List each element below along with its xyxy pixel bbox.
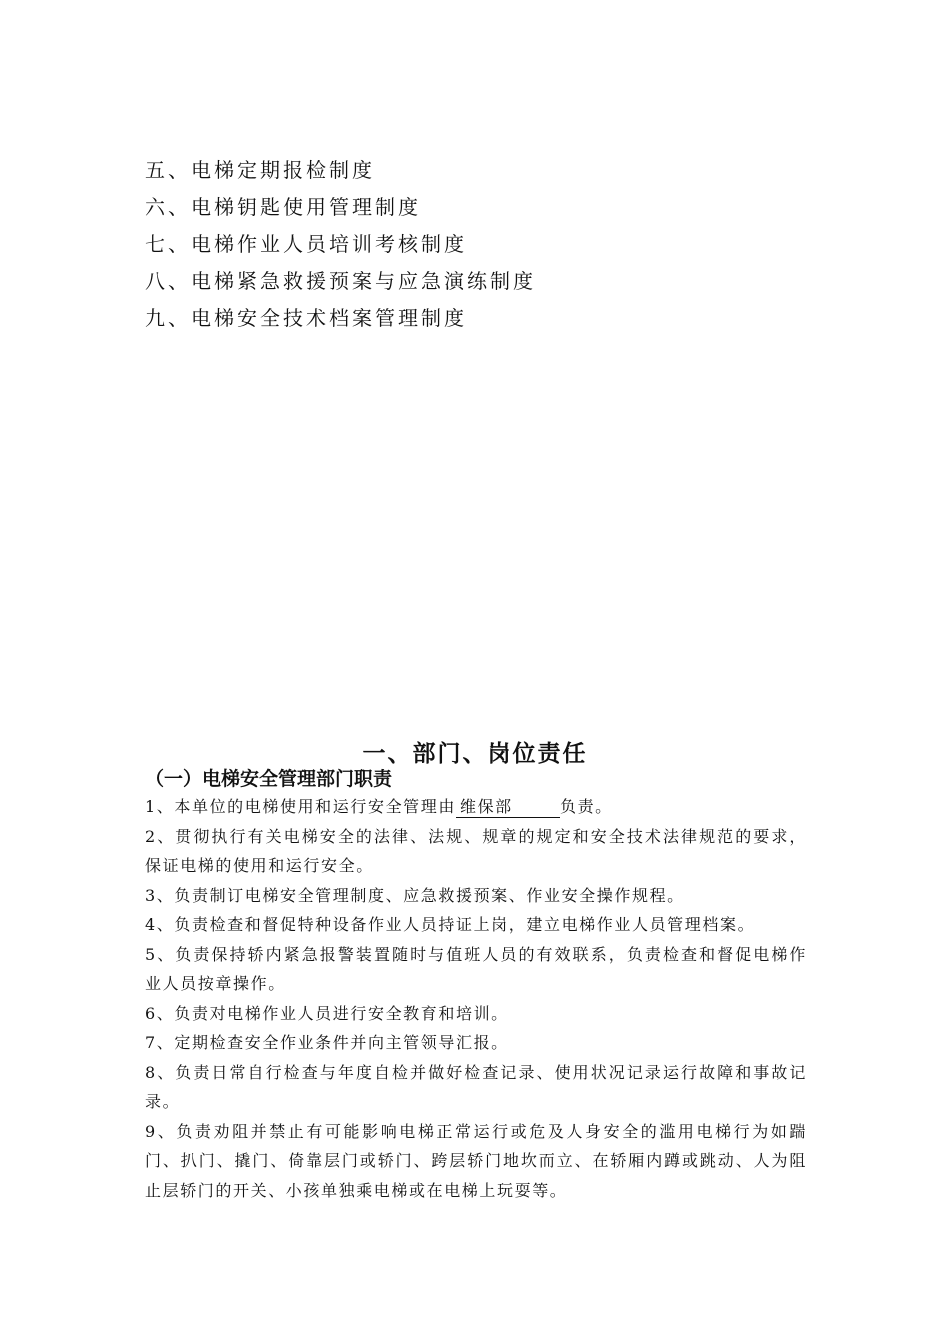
fill-in-blank-department: 维保部 (456, 797, 560, 818)
toc-item: 八、电梯紧急救援预案与应急演练制度 (145, 269, 536, 293)
toc-item: 五、电梯定期报检制度 (145, 158, 375, 182)
responsibilities-list (145, 792, 807, 1205)
responsibility-item: 7、定期检查安全作业条件并向主管领导汇报。 (145, 1033, 509, 1052)
responsibility-item: 8、负责日常自行检查与年度自检并做好检查记录、使用状况记录运行故障和事故记录。 (145, 1062, 807, 1111)
toc-item: 九、电梯安全技术档案管理制度 (145, 306, 467, 330)
subsection-title: （一）电梯安全管理部门职责 (145, 768, 393, 790)
responsibility-item: 9、负责劝阻并禁止有可能影响电梯正常运行或危及人身安全的滥用电梯行为如踹门、扒门、撬门、倚靠层门或轿门、跨层轿门地坎而立、在轿厢内蹲或跳动、人为阻止层轿门的开关、小孩单独乘电梯或在电梯上玩耍等。 (145, 1121, 807, 1200)
item-text-before-blank: 1、本单位的电梯使用和运行安全管理由 (145, 797, 456, 816)
section-title: 一、部门、岗位责任 (362, 740, 588, 767)
item-text-after-blank: 负责。 (559, 797, 613, 816)
responsibility-item: 4、负责检查和督促特种设备作业人员持证上岗，建立电梯作业人员管理档案。 (145, 915, 756, 934)
responsibility-item: 6、负责对电梯作业人员进行安全教育和培训。 (145, 1003, 509, 1023)
responsibility-item: 3、负责制订电梯安全管理制度、应急救援预案、作业安全操作规程。 (145, 885, 685, 905)
toc-item: 六、电梯钥匙使用管理制度 (145, 195, 421, 219)
responsibility-item (145, 792, 807, 822)
toc-item: 七、电梯作业人员培训考核制度 (145, 232, 467, 256)
responsibility-item: 5、负责保持轿内紧急报警装置随时与值班人员的有效联系，负责检查和督促电梯作业人员按章操作。 (145, 944, 807, 993)
responsibility-item: 2、贯彻执行有关电梯安全的法律、法规、规章的规定和安全技术法律规范的要求，保证电梯的使用和运行安全。 (145, 826, 807, 875)
table-of-contents (145, 152, 805, 337)
